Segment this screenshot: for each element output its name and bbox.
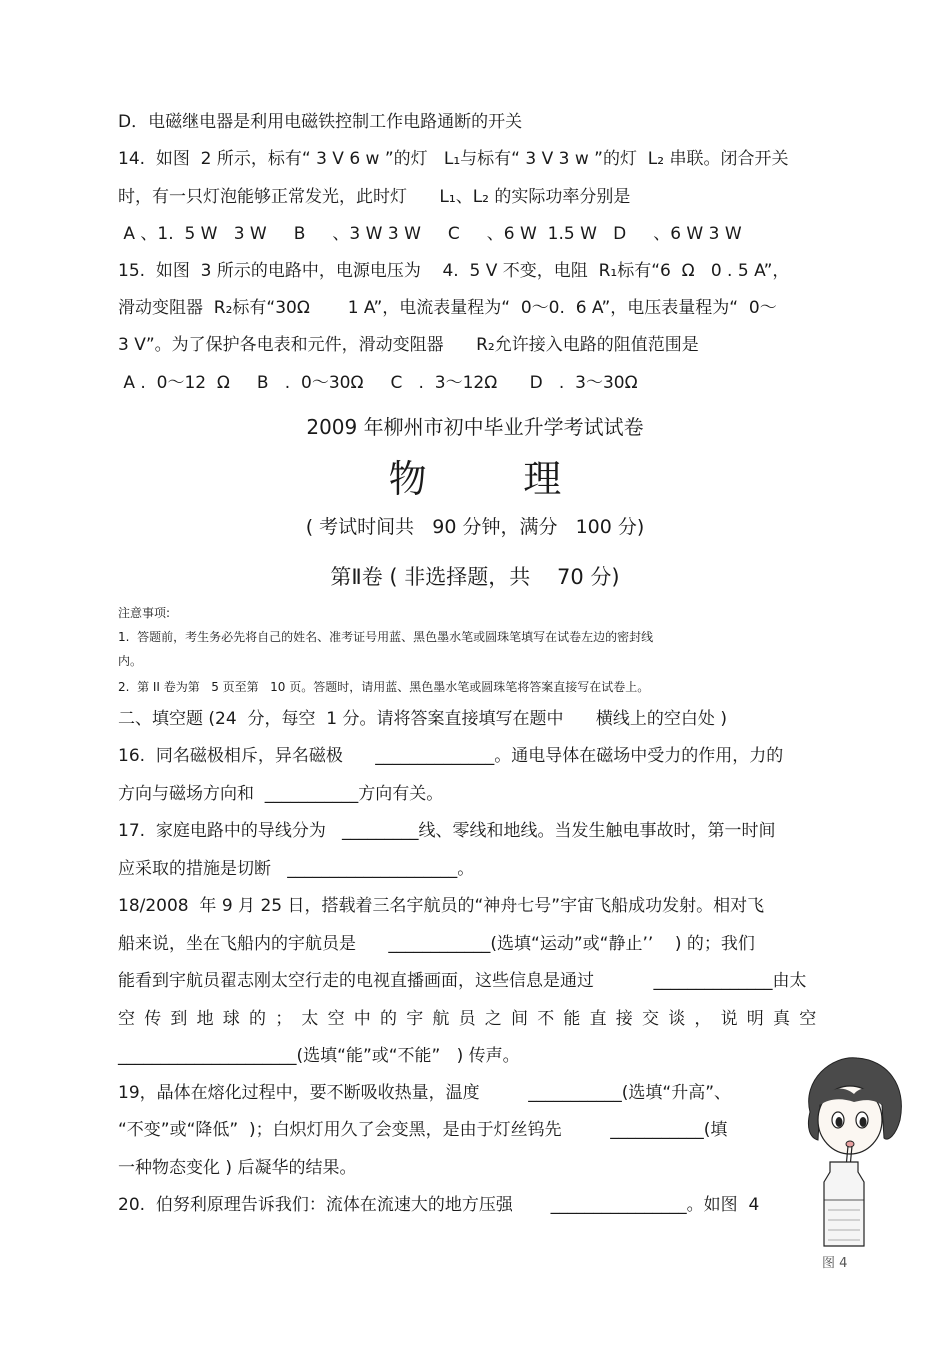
q18-line1: 18/2008 年 9 月 25 日，搭载着三名宇航员的“神舟七号”宇宙飞船成功发射。相对飞 <box>118 896 765 916</box>
note-1-cont: 内。 <box>118 654 143 668</box>
line-14a: 14. 如图 2 所示，标有“ 3 V 6 w ”的灯 L₁与标有“ 3 V 3 w ”的灯 L₂ 串联。闭合开关 <box>118 149 789 169</box>
time-note: ( 考试时间共 90 分钟，满分 100 分) <box>305 516 645 538</box>
q19-line1: 19，晶体在熔化过程中，要不断吸收热量，温度 ___________(选填“升高”、 <box>118 1083 732 1103</box>
line-13d: D．电磁继电器是利用电磁铁控制工作电路通断的开关 <box>118 112 523 132</box>
q17-line1: 17. 家庭电路中的导线分为 _________线、零线和地线。当发生触电事故时，第一时间 <box>118 821 776 841</box>
notes-heading: 注意事项: <box>118 606 171 620</box>
note-2: 2. 第 II 卷为第 5 页至第 10 页。答题时，请用蓝、黑色墨水笔或圆珠笔将答案直接写在试卷上。 <box>118 680 650 694</box>
q19-line3: 一种物态变化 ) 后凝华的结果。 <box>118 1158 357 1178</box>
line-14-options: A 、1. 5 W 3 W B 、3 W 3 W C 、6 W 1.5 W D 、6 W 3 W <box>118 224 742 244</box>
q18-line2: 船来说，坐在飞船内的宇航员是 ____________(选填“运动”或“静止’’ ) 的；我们 <box>118 934 755 954</box>
note-1: 1. 答题前，考生务必先将自己的姓名、准考证号用蓝、黑色墨水笔或圆珠笔填写在试卷左边的密封线 <box>118 630 654 644</box>
line-15c: 3 V”。为了保护各电表和元件，滑动变阻器 R₂允许接入电路的阻值范围是 <box>118 335 699 355</box>
girl-drinking-figure <box>792 1050 912 1250</box>
figure-4-caption: 图 4 <box>822 1256 848 1271</box>
line-15-options: A . 0～12 Ω B . 0～30Ω C . 3～12Ω D . 3～30Ω <box>118 373 638 393</box>
q20-line1: 20. 伯努利原理告诉我们：流体在流速大的地方压强 ________________。如图 4 <box>118 1195 760 1215</box>
line-15a: 15. 如图 3 所示的电路中，电源电压为 4. 5 V 不变，电阻 R₁标有“6 Ω 0 . 5 A”， <box>118 261 790 281</box>
line-14b: 时，有一只灯泡能够正常发光，此时灯 L₁、L₂ 的实际功率分别是 <box>118 187 631 207</box>
subject-title: 物 理 <box>388 457 562 501</box>
q18-line5: _____________________(选填“能”或“不能” ) 传声。 <box>118 1046 520 1066</box>
volume-title: 第Ⅱ卷 ( 非选择题，共 70 分) <box>330 565 620 589</box>
q18-line4: 空传到地球的；太空中的宇航员之间不能直接交谈，说明真空 <box>118 1009 826 1029</box>
q16-line1: 16. 同名磁极相斥，异名磁极 ______________。通电导体在磁场中受力的作用，力的 <box>118 746 784 766</box>
section-heading: 二、填空题 (24 分，每空 1 分。请将答案直接填写在题中 横线上的空白处 ) <box>118 709 727 729</box>
exam-title: 2009 年柳州市初中毕业升学考试试卷 <box>306 415 644 439</box>
q18-line3: 能看到宇航员翟志刚太空行走的电视直播画面，这些信息是通过 ______________由太 <box>118 971 807 991</box>
q19-line2: “不变”或“降低” )；白炽灯用久了会变黑，是由于灯丝钨先 ___________(填 <box>118 1120 728 1140</box>
line-15b: 滑动变阻器 R₂标有“30Ω 1 A”，电流表量程为“ 0～0. 6 A”，电压表量程为“ 0～ <box>118 298 777 318</box>
q17-line2: 应采取的措施是切断 ____________________。 <box>118 859 475 879</box>
q16-line2: 方向与磁场方向和 ___________方向有关。 <box>118 784 444 804</box>
